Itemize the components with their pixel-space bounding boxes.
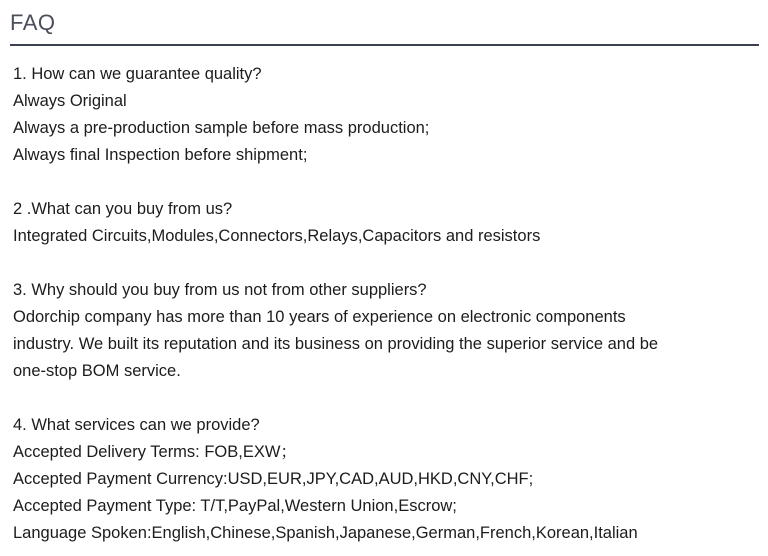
faq-answer-line: Always Original <box>13 92 127 110</box>
section-spacer <box>13 169 758 196</box>
faq-answer-line: Accepted Payment Type: T/T,PayPal,Western Union,Escrow; <box>13 497 457 515</box>
faq-answer-line: Integrated Circuits,Modules,Connectors,Relays,Capacitors and resistors <box>13 227 541 245</box>
section-spacer <box>13 250 758 277</box>
faq-answer-line: Odorchip company has more than 10 years of experience on electronic components <box>13 308 626 326</box>
faq-section-services <box>13 412 758 547</box>
faq-answer-line: Always a pre-production sample before mass production; <box>13 119 430 137</box>
faq-body <box>13 61 758 547</box>
faq-section-why-us <box>13 277 758 385</box>
faq-question: 1. How can we guarantee quality? <box>13 65 262 83</box>
faq-header <box>10 6 759 46</box>
faq-answer-line: Accepted Delivery Terms: FOB,EXW； <box>13 443 297 461</box>
faq-section-quality <box>13 61 758 169</box>
faq-answer-line: industry. We built its reputation and its business on providing the superior service and be <box>13 335 659 353</box>
faq-question: 4. What services can we provide? <box>13 416 260 434</box>
faq-question: 2 .What can you buy from us? <box>13 200 233 218</box>
page-title: FAQ <box>10 10 56 35</box>
faq-answer-line: one-stop BOM service. <box>13 362 181 380</box>
faq-question: 3. Why should you buy from us not from other suppliers? <box>13 281 427 299</box>
faq-answer-line: Always final Inspection before shipment; <box>13 146 308 164</box>
faq-answer-line: Accepted Payment Currency:USD,EUR,JPY,CAD,AUD,HKD,CNY,CHF; <box>13 470 534 488</box>
faq-answer-line: Language Spoken:English,Chinese,Spanish,Japanese,German,French,Korean,Italian <box>13 524 638 542</box>
section-spacer <box>13 385 758 412</box>
faq-section-products <box>13 196 758 250</box>
